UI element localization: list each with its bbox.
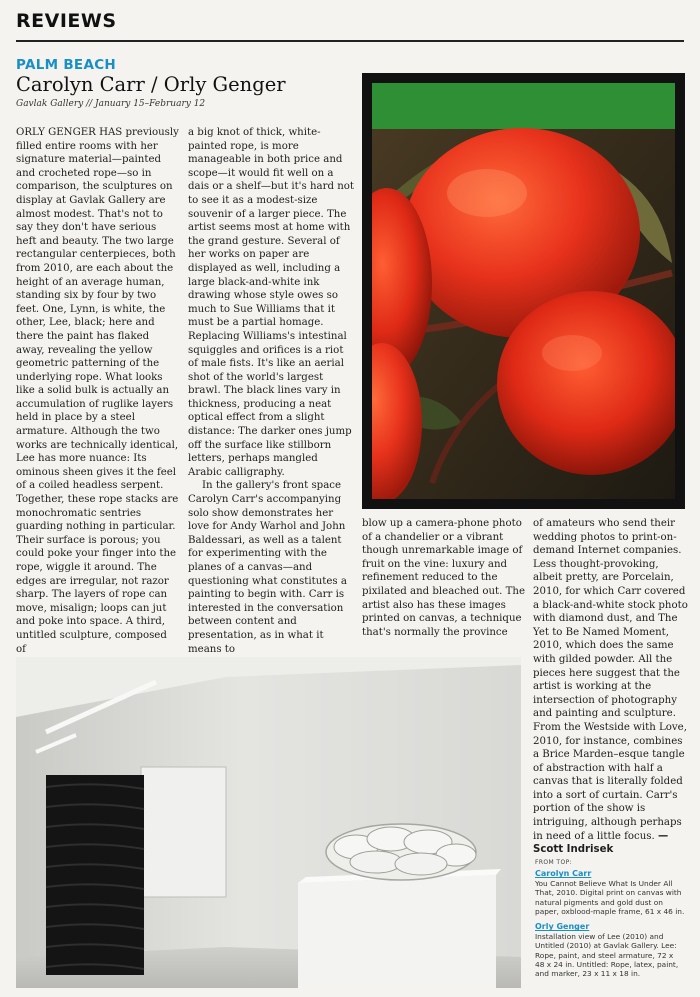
paragraph: blow up a camera-phone photo of a chandelier or a vibrant though unremarkable image of fruit on the vine: luxury and refinement reduced to the pixilated and bleached out. The artist also has these images printed on canvas, a technique that's normally the province bbox=[362, 518, 525, 638]
text-column-4 bbox=[533, 517, 688, 857]
caption-genger bbox=[535, 922, 685, 978]
author-signature: —Scott Indrisek bbox=[533, 830, 669, 856]
text-column-3 bbox=[362, 517, 525, 639]
paragraph bbox=[533, 517, 688, 857]
paragraph: In the gallery's front space Carolyn Carr's accompanying solo show demonstrates her love for Andy Warhol and John Baldessari, as well as a talent for experimenting with the planes of a canvas—and questioning what constitutes a painting to begin with. Carr is interested in the conversation between content and presentation, as in what it means to bbox=[188, 480, 347, 655]
location-kicker: PALM BEACH bbox=[16, 57, 117, 73]
caption-text: You Cannot Believe What Is Under All That, 2010. Digital print on canvas with natural pigments and gold dust on paper, oxblood-maple frame, 61 x 46 in. bbox=[535, 878, 685, 917]
review-headline: Carolyn Carr / Orly Genger bbox=[16, 73, 286, 96]
caption-carr bbox=[535, 869, 685, 916]
venue-dates: Gavlak Gallery // January 15–February 12 bbox=[16, 99, 206, 109]
gallery-installation-photo bbox=[16, 657, 521, 988]
text-column-1 bbox=[16, 126, 179, 656]
text-column-2 bbox=[188, 126, 354, 656]
caption-text: Installation view of Lee (2010) and Untitled (2010) at Gavlak Gallery. Lee: Rope, paint, and steel armature, 72 x 48 x 24 in. Untitled: Rope, latex, paint, and marker, 23 x 11 x 18 in. bbox=[535, 931, 679, 979]
gallery-image bbox=[16, 657, 521, 988]
peach-image bbox=[372, 83, 675, 499]
caption-artist-name: Orly Genger bbox=[535, 922, 590, 932]
section-title: REVIEWS bbox=[16, 10, 117, 32]
paragraph: ORLY GENGER HAS previously filled entire rooms with her signature material—painted and crocheted rope—so in comparison, the sculptures on display at Gavlak Gallery are almost modest. That's not to say they don't have serious heft and beauty. The two large rectangular centerpieces, both from 2010, are each about the height of an average human, standing six by four by two feet. One, Lynn, is white, the other, Lee, black; here and there the paint has flaked away, revealing the yellow geometric patterning of the underlying rope. What looks like a solid bulk is actually an accumulation of ruglike layers held in place by a steel armature. Although the two works are technically identical, Lee has more nuance: Its ominous sheen gives it the feel of a coiled headless serpent. Together, these rope stacks are monochromatic sentries guarding nothing in particular. Their surface is porous; you could poke your finger into the rope, wiggle it around. The edges are irregular, not razor sharp. The layers of rope can move, misalign; loops can jut and poke into space. A third, untitled sculpture, composed of bbox=[16, 127, 179, 655]
green-band bbox=[372, 83, 675, 129]
paragraph: a big knot of thick, white-painted rope, is more manageable in both price and scope—it would fit well on a dais or a shelf—but it's hard not to see it as a modest-size souvenir of a larger piece. The artist seems most at home with the grand gesture. Several of her works on paper are displayed as well, including a large black-and-white ink drawing whose style owes so much to Sue Williams that it must be a partial homage. Replacing Williams's intestinal squiggles and orifices is a riot of male fists. It's like an aerial shot of the world's largest brawl. The black lines vary in thickness, producing a neat optical effect from a slight distance: The darker ones jump off the surface like stillborn letters, perhaps mangled Arabic calligraphy. bbox=[188, 127, 354, 478]
captions-label: FROM TOP: bbox=[535, 859, 573, 866]
white-rope-knot bbox=[326, 824, 476, 880]
header-rule bbox=[16, 40, 684, 42]
caption-artist-name: Carolyn Carr bbox=[535, 869, 592, 879]
paragraph-text: of amateurs who send their wedding photos to print-on-demand Internet companies. Less thought-provoking, albeit pretty, are Porcelain, 2010, for which Carr covered a black-and-white stock photo with diamond dust, and The Yet to Be Named Moment, 2010, which does the same with gilded powder. All the pieces here suggest that the artist is working at the intersection of photography and painting and sculpture. From the Westside with Love, 2010, for instance, combines a Brice Marden–esque tangle of abstraction with half a canvas that is literally folded into a sort of curtain. Carr's portion of the show is intriguing, although perhaps in need of a little focus. bbox=[533, 518, 688, 842]
photo-captions bbox=[535, 858, 685, 979]
peach-artwork-photo bbox=[362, 73, 685, 509]
